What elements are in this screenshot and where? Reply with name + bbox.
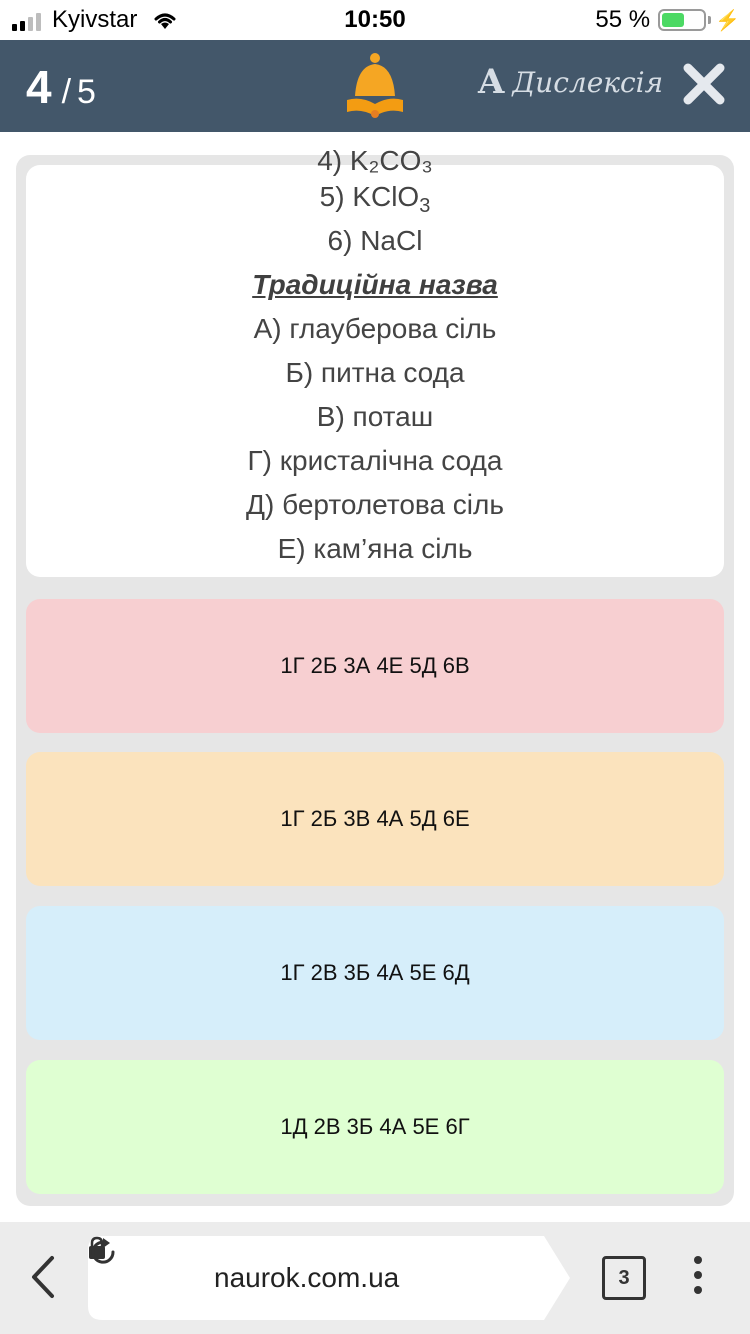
more-menu-icon[interactable] (688, 1256, 708, 1302)
option-line: Е) кам’яна сіль (277, 533, 473, 564)
url-text: naurok.com.ua (214, 1262, 400, 1293)
browser-toolbar (0, 1222, 750, 1334)
status-bar (0, 0, 750, 40)
reload-icon[interactable] (88, 1236, 118, 1268)
bell-book-icon (345, 52, 405, 120)
battery-percent: 55 % (595, 6, 651, 33)
answer-option-1[interactable] (26, 599, 724, 733)
question-heading: Традиційна назва (252, 269, 498, 300)
clock: 10:50 (344, 6, 406, 33)
question-line-5 (26, 175, 724, 219)
question-line-6: 6) NaCl (327, 225, 423, 256)
battery-cap (708, 16, 711, 24)
tabs-count-button[interactable]: 3 (602, 1256, 646, 1300)
question-lines (26, 175, 724, 571)
battery-level (662, 13, 684, 27)
answer-option-4[interactable] (26, 1060, 724, 1194)
charging-bolt-icon: ⚡ (715, 9, 740, 32)
dyslexia-label: Дислексія (512, 65, 664, 99)
total-questions: 5 (77, 73, 96, 111)
dyslexia-letter-icon: A (478, 62, 505, 102)
dyslexia-toggle[interactable] (478, 62, 663, 102)
answer-label: 1Г 2Б 3А 4Е 5Д 6В (280, 653, 470, 678)
option-line: Б) питна сода (285, 357, 465, 388)
option-line: В) поташ (316, 401, 434, 432)
answer-option-2[interactable] (26, 752, 724, 886)
quiz-header (0, 40, 750, 132)
answer-label: 1Г 2Б 3В 4А 5Д 6Е (280, 806, 470, 831)
answer-label: 1Г 2В 3Б 4А 5Е 6Д (280, 960, 470, 985)
counter-separator: / (61, 73, 72, 111)
question-line-5-subscript: 3 (419, 195, 431, 217)
question-card (26, 145, 724, 577)
option-line: А) глауберова сіль (253, 313, 497, 344)
question-cut-line: 4) K₂CO₃ (317, 145, 433, 176)
status-right (595, 6, 740, 34)
question-line-5-text: 5) KClO (319, 181, 420, 212)
question-counter (26, 60, 96, 114)
option-line: Д) бертолетова сіль (246, 489, 504, 520)
close-icon[interactable] (682, 62, 726, 106)
quiz-content (16, 145, 734, 1206)
current-question-number: 4 (26, 61, 52, 113)
option-line: Г) кристалічна сода (247, 445, 503, 476)
answer-option-3[interactable] (26, 906, 724, 1040)
answer-label: 1Д 2В 3Б 4А 5Е 6Г (280, 1114, 470, 1139)
battery-icon (658, 9, 706, 31)
back-arrow-icon[interactable] (26, 1254, 62, 1300)
carrier-name: Kyivstar (52, 6, 138, 33)
address-bar[interactable] (88, 1236, 570, 1320)
